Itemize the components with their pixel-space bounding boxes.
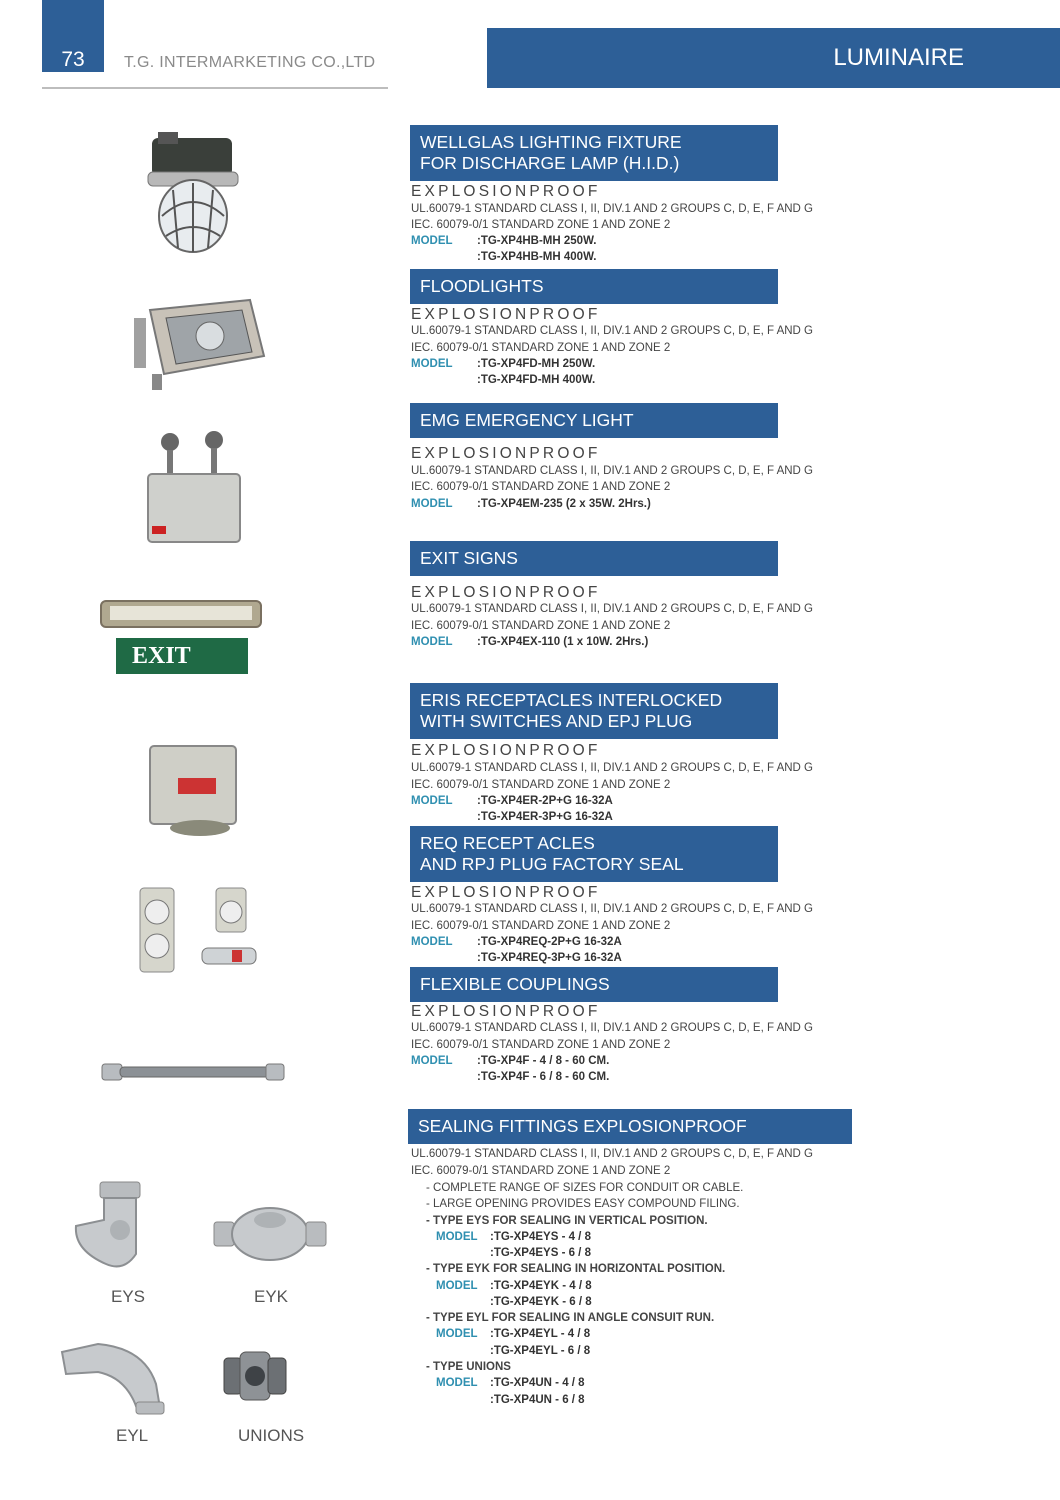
eys-caption: EYS [111,1287,146,1306]
model-label: MODEL [436,1231,478,1243]
sealing-bullet: - LARGE OPENING PROVIDES EASY COMPOUND FILING. [426,1198,740,1210]
product-title-line: FOR DISCHARGE LAMP (H.I.D.) [420,153,680,173]
req-receptacle-image [132,884,262,976]
product-title-line: SEALING FITTINGS EXPLOSIONPROOF [418,1116,747,1136]
iec-standard: IEC. 60079-0/1 STANDARD ZONE 1 AND ZONE 2 [411,620,671,632]
ul-standard: UL.60079-1 STANDARD CLASS I, II, DIV.1 AND 2 GROUPS C, D, E, F AND G [411,762,813,774]
model-value: :TG-XP4EYL - 6 / 8 [490,1345,591,1357]
ul-standard: UL.60079-1 STANDARD CLASS I, II, DIV.1 AND 2 GROUPS C, D, E, F AND G [411,603,813,615]
model-label: MODEL [411,936,453,948]
eyl-fitting-image [58,1338,170,1418]
explosionproof-label: EXPLOSIONPROOF [411,884,601,901]
sealing-type: - TYPE UNIONS [426,1361,511,1373]
model-value: :TG-XP4FD-MH 250W. [477,358,596,370]
product-title-req-receptacles [410,826,778,882]
unions-caption: UNIONS [238,1426,305,1445]
explosionproof-label: EXPLOSIONPROOF [411,445,601,462]
eys-fitting-image [66,1180,148,1276]
company-name: T.G. INTERMARKETING CO.,LTD [124,54,376,71]
model-label: MODEL [411,1055,453,1067]
model-value: :TG-XP4UN - 4 / 8 [490,1377,585,1389]
model-value: :TG-XP4F - 6 / 8 - 60 CM. [477,1071,610,1083]
model-value: :TG-XP4FD-MH 400W. [477,374,596,386]
explosionproof-label: EXPLOSIONPROOF [411,183,601,200]
sealing-bullet: - COMPLETE RANGE OF SIZES FOR CONDUIT OR CABLE. [426,1182,744,1194]
product-title-line: ERIS RECEPTACLES INTERLOCKED [420,690,723,710]
exit-sign-image [100,600,262,680]
product-title-line: WITH SWITCHES AND EPJ PLUG [420,711,693,731]
model-value: :TG-XP4HB-MH 250W. [477,235,597,247]
eyl-caption: EYL [116,1426,149,1445]
sealing-type: - TYPE EYK FOR SEALING IN HORIZONTAL POSITION. [426,1263,726,1275]
model-label: MODEL [411,235,453,247]
model-label: MODEL [436,1377,478,1389]
model-value: :TG-XP4EYK - 6 / 8 [490,1296,592,1308]
unions-fitting-image [220,1344,290,1408]
eyk-fitting-image [212,1202,328,1264]
model-label: MODEL [411,358,453,370]
product-title-wellglas [410,125,778,181]
ul-standard: UL.60079-1 STANDARD CLASS I, II, DIV.1 AND 2 GROUPS C, D, E, F AND G [411,465,813,477]
model-value: :TG-XP4REQ-2P+G 16-32A [477,936,622,948]
floodlight-image [130,296,270,392]
model-label: MODEL [436,1328,478,1340]
iec-standard: IEC. 60079-0/1 STANDARD ZONE 1 AND ZONE 2 [411,481,671,493]
explosionproof-label: EXPLOSIONPROOF [411,584,601,601]
product-title-flexible-couplings [410,967,778,1002]
section-title: LUMINAIRE [833,44,964,71]
product-title-sealing-fittings [408,1109,852,1144]
product-title-line: REQ RECEPT ACLES [420,833,595,853]
model-value: :TG-XP4UN - 6 / 8 [490,1394,585,1406]
model-label: MODEL [436,1280,478,1292]
wellglas-fixture-image [140,128,245,260]
product-title-eris-receptacles [410,683,778,739]
product-title-exit-signs [410,541,778,576]
model-value: :TG-XP4EYS - 4 / 8 [490,1231,591,1243]
product-title-emergency-light [410,403,778,438]
product-title-line: AND RPJ PLUG FACTORY SEAL [420,854,684,874]
ul-standard: UL.60079-1 STANDARD CLASS I, II, DIV.1 AND 2 GROUPS C, D, E, F AND G [411,203,813,215]
model-value: :TG-XP4EYS - 6 / 8 [490,1247,591,1259]
model-value: :TG-XP4EYL - 4 / 8 [490,1328,591,1340]
header-divider [42,87,388,89]
ul-standard: UL.60079-1 STANDARD CLASS I, II, DIV.1 AND 2 GROUPS C, D, E, F AND G [411,1148,813,1160]
model-value: :TG-XP4ER-2P+G 16-32A [477,795,613,807]
model-value: :TG-XP4F - 4 / 8 - 60 CM. [477,1055,610,1067]
iec-standard: IEC. 60079-0/1 STANDARD ZONE 1 AND ZONE 2 [411,219,671,231]
iec-standard: IEC. 60079-0/1 STANDARD ZONE 1 AND ZONE 2 [411,779,671,791]
product-title-line: FLOODLIGHTS [420,276,544,296]
model-value: :TG-XP4EX-110 (1 x 10W. 2Hrs.) [477,636,649,648]
model-label: MODEL [411,636,453,648]
model-value: :TG-XP4EYK - 4 / 8 [490,1280,592,1292]
iec-standard: IEC. 60079-0/1 STANDARD ZONE 1 AND ZONE 2 [411,1165,671,1177]
sealing-type: - TYPE EYS FOR SEALING IN VERTICAL POSITION. [426,1215,708,1227]
product-title-line: WELLGLAS LIGHTING FIXTURE [420,132,682,152]
exit-sign-text: EXIT [116,638,248,674]
model-value: :TG-XP4REQ-3P+G 16-32A [477,952,622,964]
explosionproof-label: EXPLOSIONPROOF [411,306,601,323]
eris-receptacle-image [140,738,244,838]
iec-standard: IEC. 60079-0/1 STANDARD ZONE 1 AND ZONE 2 [411,920,671,932]
ul-standard: UL.60079-1 STANDARD CLASS I, II, DIV.1 AND 2 GROUPS C, D, E, F AND G [411,903,813,915]
flexible-coupling-image [100,1058,288,1086]
model-value: :TG-XP4HB-MH 400W. [477,251,597,263]
eyk-caption: EYK [254,1287,289,1306]
explosionproof-label: EXPLOSIONPROOF [411,742,601,759]
emergency-light-image [144,430,244,548]
iec-standard: IEC. 60079-0/1 STANDARD ZONE 1 AND ZONE 2 [411,1039,671,1051]
explosionproof-label: EXPLOSIONPROOF [411,1003,601,1020]
ul-standard: UL.60079-1 STANDARD CLASS I, II, DIV.1 AND 2 GROUPS C, D, E, F AND G [411,325,813,337]
model-value: :TG-XP4ER-3P+G 16-32A [477,811,613,823]
model-label: MODEL [411,795,453,807]
iec-standard: IEC. 60079-0/1 STANDARD ZONE 1 AND ZONE 2 [411,342,671,354]
model-value: :TG-XP4EM-235 (2 x 35W. 2Hrs.) [477,498,651,510]
product-title-line: FLEXIBLE COUPLINGS [420,974,610,994]
model-label: MODEL [411,498,453,510]
product-title-line: EMG EMERGENCY LIGHT [420,410,634,430]
page-number: 73 [61,48,85,71]
ul-standard: UL.60079-1 STANDARD CLASS I, II, DIV.1 AND 2 GROUPS C, D, E, F AND G [411,1022,813,1034]
sealing-type: - TYPE EYL FOR SEALING IN ANGLE CONSUIT RUN. [426,1312,715,1324]
product-title-line: EXIT SIGNS [420,548,518,568]
product-title-floodlights [410,269,778,304]
